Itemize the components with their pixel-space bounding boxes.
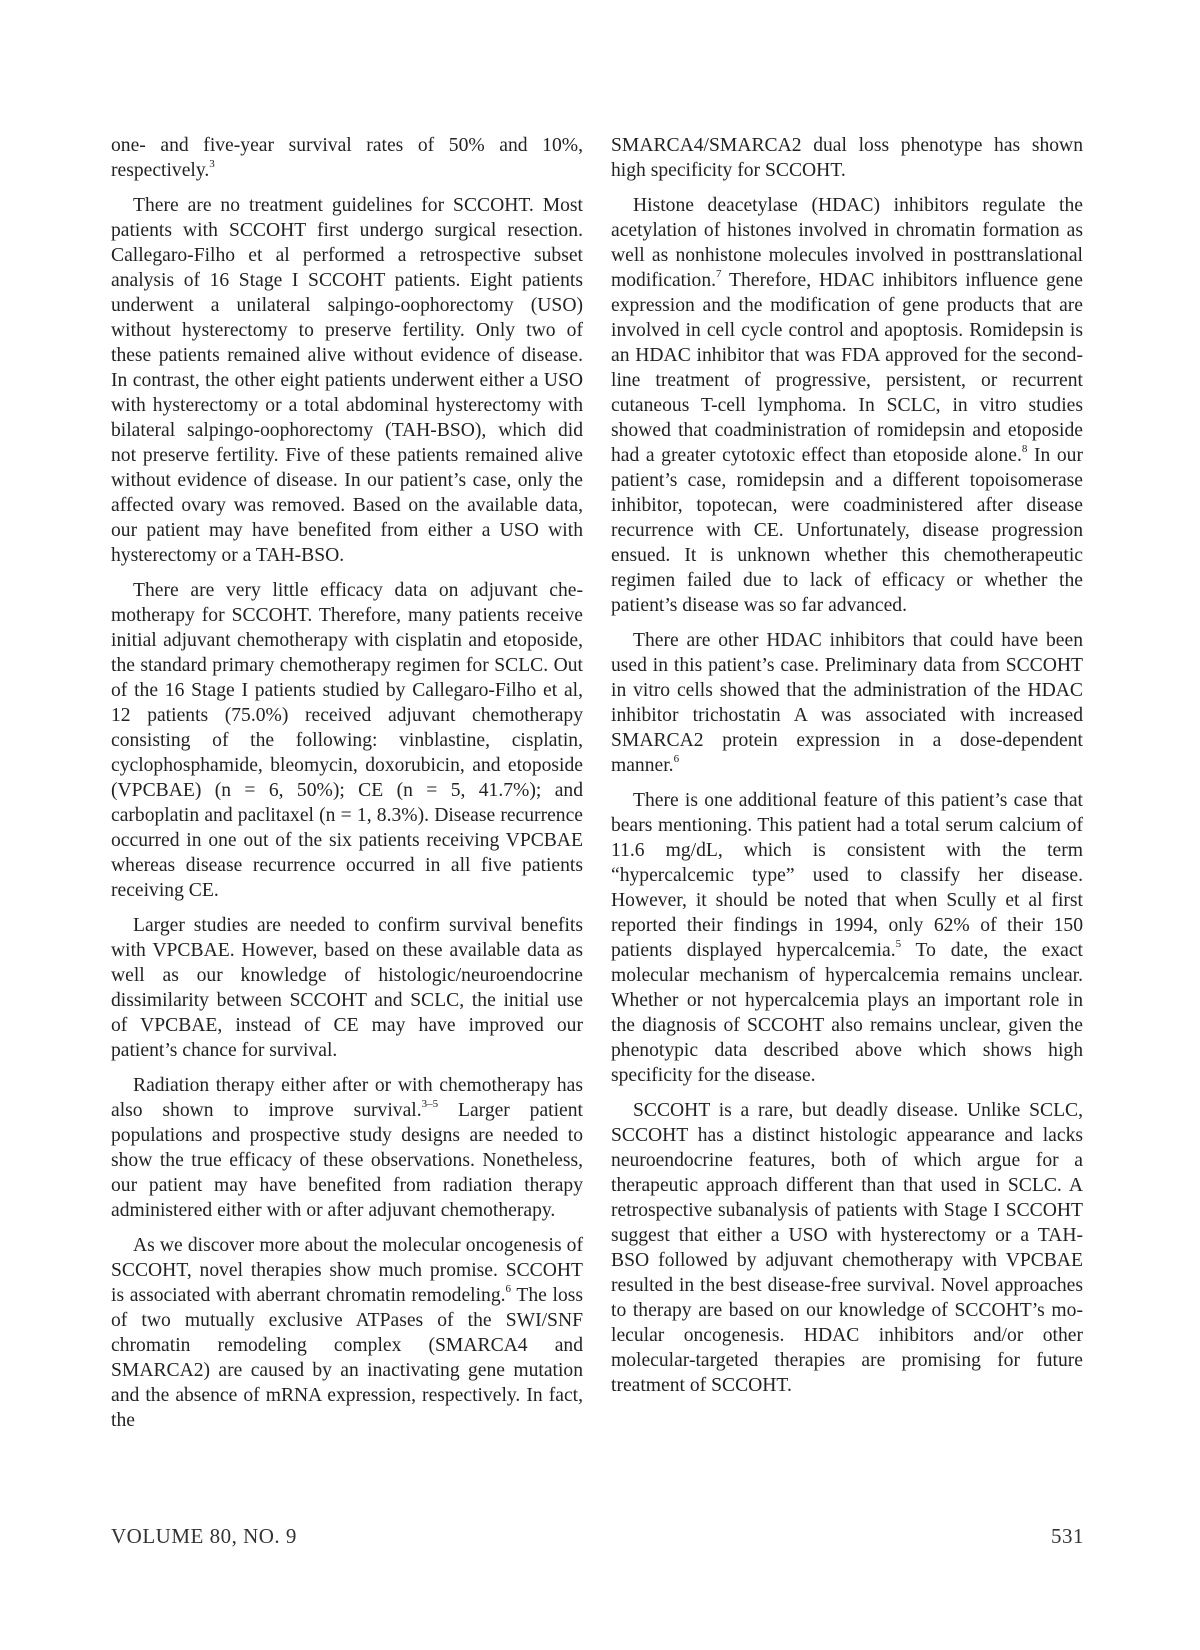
paragraph-text: Therefore, HDAC inhibitors influence gene expression and the modification of gene products that are involved in cell cycle control and apoptosis. Romidepsin is an HDAC inhibitor that was FDA approved for the second-line treatment of progressive, persistent, or recurrent cutaneous T-cell lymphoma. In SCLC, in vitro studies showed that coadministration of romidepsin and etoposide had a greater cytotoxic effect than etoposide alone. [611, 270, 1083, 466]
citation-ref: 8 [1021, 443, 1028, 456]
paragraph-text: In our patient’s case, romidepsin and a different topoisomerase inhibitor, topotecan, were coadministered after disease recurrence with CE. Unfortunately, disease progression ensued. It is unknown whether this chemotherapeutic regimen failed due to lack of efficacy or whether the patient’s disease was so far advanced. [611, 445, 1083, 616]
paragraph-text: one- and five-year survival rates of 50% and 10%, respectively. [111, 135, 583, 181]
citation-ref: 3–5 [421, 1098, 439, 1111]
right-paragraph-3 [611, 628, 1083, 778]
right-column [611, 133, 1083, 1408]
paragraph-text: The loss of two mutually exclusive ATPases of the SWI/SNF chromatin remodeling complex (SMARCA4 and SMARCA2) are caused by an inactivating gene mutation and the absence of mRNA expression, respectively. In fact, the [111, 1285, 583, 1431]
paragraph-text: Radiation therapy either after or with chemotherapy has also shown to improve survival. [111, 1075, 583, 1121]
paragraph-text: To date, the exact molecular mechanism of hypercalcemia remains unclear. Whether or not hypercalcemia plays an important role in the diagnosis of SCCOHT also remains unclear, given the phenotypic data described above which shows high specificity for the disease. [611, 940, 1083, 1086]
paragraph-text: There is one additional feature of this patient’s case that bears mentioning. This patient had a total serum calcium of 11.6 mg/dL, which is consistent with the term “hypercalcemic type” used to classify her disease. However, it should be noted that when Scully et al first reported their findings in 1994, only 62% of their 150 patients displayed hypercalcemia. [611, 790, 1083, 961]
right-paragraph-5: SCCOHT is a rare, but deadly disease. Unlike SCLC, SCCOHT has a distinct histologic appearance and lacks neuroendocrine features, both of which argue for a therapeutic approach different than that used in SCLC. A retrospective subanalysis of patients with Stage I SCCOHT suggest that either a USO with hysterectomy or a TAH-BSO followed by adjuvant chemotherapy with VPCBAE resulted in the best disease-free survival. Novel approaches to therapy are based on our knowledge of SCCOHT’s molecular oncogenesis. HDAC inhibitors and/or other molecular-targeted therapies are promising for future treatment of SCCOHT. [611, 1100, 1083, 1396]
left-paragraph-1 [111, 133, 583, 183]
left-paragraph-4: Larger studies are needed to confirm survival benefits with VPCBAE. However, based on these available data as well as our knowledge of histologic/neuroendocrine dissimilarity between SCCOHT and SCLC, the initial use of VPCBAE, instead of CE may have improved our patient’s chance for survival. [111, 915, 583, 1061]
right-paragraph-4 [611, 788, 1083, 1088]
citation-ref: 5 [895, 938, 902, 951]
left-paragraph-3: There are very little efficacy data on adjuvant chemotherapy for SCCOHT. Therefore, many patients receive initial adjuvant chemotherapy with cisplatin and etoposide, the standard primary chemotherapy regimen for SCLC. Out of the 16 Stage I patients studied by Callegaro-Filho et al, 12 patients (75.0%) received adjuvant chemotherapy consisting of the following: vinblastine, cisplatin, cyclophosphamide, bleomycin, doxorubicin, and etoposide (VPCBAE) (n = 6, 50%); CE (n = 5, 41.7%); and carboplatin and paclitaxel (n = 1, 8.3%). Disease recurrence occurred in one out of the six patients receiving VPCBAE whereas disease recurrence occurred in all five patients receiving CE. [111, 580, 583, 901]
paragraph-text: Larger patient populations and prospective study designs are needed to show the true efficacy of these observations. Nonetheless, our patient may have benefited from radiation therapy administered either with or after adjuvant chemotherapy. [111, 1100, 583, 1221]
citation-ref: 6 [505, 1283, 512, 1296]
left-column [111, 133, 583, 1443]
right-paragraph-1: SMARCA4/SMARCA2 dual loss phenotype has shown high specificity for SCCOHT. [611, 135, 1083, 181]
journal-volume: VOLUME 80, NO. 9 [111, 1524, 297, 1548]
left-paragraph-5 [111, 1073, 583, 1223]
left-paragraph-6 [111, 1233, 583, 1433]
right-paragraph-2 [611, 193, 1083, 618]
citation-ref: 3 [209, 158, 215, 171]
paragraph-text: As we discover more about the molecular oncogenesis of SCCOHT, novel therapies show much promise. SCCOHT is associated with aberrant chromatin remodeling. [111, 1235, 583, 1306]
paragraph-text: There are other HDAC inhibitors that could have been used in this patient’s case. Preliminary data from SCCOHT in vitro cells showed that the administration of the HDAC inhibitor trichostatin A was associated with increased SMARCA2 protein expression in a dose-dependent manner. [611, 630, 1083, 776]
page-number: 531 [1051, 1524, 1084, 1548]
paragraph-text: Histone deacetylase (HDAC) inhibitors regulate the acetylation of histones involved in chromatin formation as well as nonhistone molecules involved in posttranslational modification. [611, 195, 1083, 291]
citation-ref: 7 [716, 268, 722, 281]
citation-ref: 6 [673, 753, 680, 766]
left-paragraph-2: There are no treatment guidelines for SCCOHT. Most patients with SCCOHT first undergo surgical resection. Callegaro-Filho et al performed a retrospective subset analysis of 16 Stage I SCCOHT patients. Eight patients underwent a unilateral salpingo-oophorectomy (USO) without hysterectomy to preserve fertility. Only two of these patients remained alive without evidence of disease. In contrast, the other eight patients underwent either a USO with hysterectomy or a total abdominal hysterectomy with bilateral salpingo-oophorectomy (TAH-BSO), which did not preserve fertility. Five of these patients remained alive without evidence of disease. In our patient’s case, only the affected ovary was removed. Based on the available data, our patient may have benefited from either a USO with hysterectomy or a TAH-BSO. [111, 195, 583, 566]
